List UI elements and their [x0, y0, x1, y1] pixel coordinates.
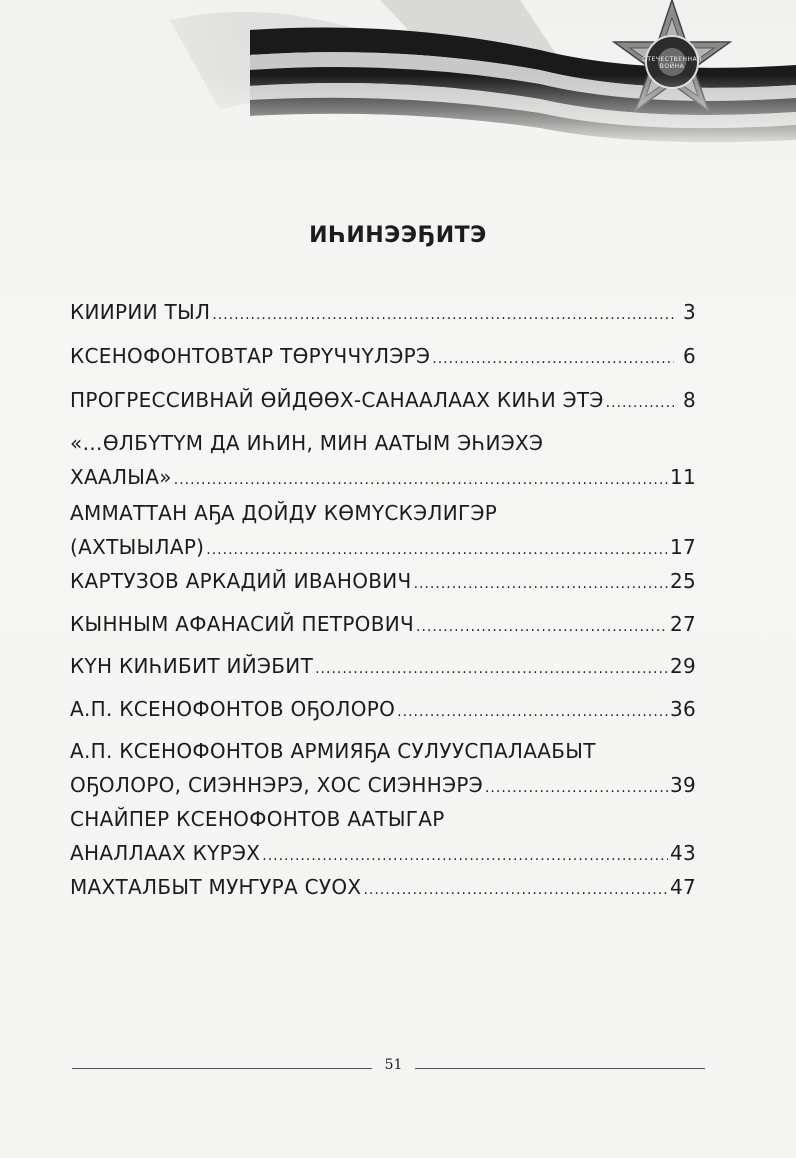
toc-page-number: 25: [669, 569, 696, 593]
toc-entry: [70, 564, 696, 601]
leader-dots: [206, 533, 668, 567]
page-title: ИҺИНЭЭҔИТЭ: [309, 223, 487, 248]
leader-dots: [315, 652, 668, 686]
toc-entry: [70, 802, 696, 873]
toc-entry: [70, 339, 696, 376]
toc-entry: [70, 649, 696, 686]
toc-entry-title-cont: (АХТЫЫЛАР): [70, 535, 205, 559]
toc-page-number: 39: [669, 773, 696, 797]
toc-page-number: 3: [682, 300, 696, 324]
toc-entry-title: ПРОГРЕССИВНАЙ ӨЙДӨӨХ-САНААЛААХ КИҺИ ЭТЭ: [70, 388, 604, 412]
toc-entry-title: КСЕНОФОНТОВТАР ТӨРҮЧЧҮЛЭРЭ: [70, 344, 431, 368]
toc-entry-title-cont: АНАЛЛААХ КҮРЭХ: [70, 841, 261, 865]
leader-dots: [485, 771, 668, 805]
leader-dots: [414, 567, 668, 601]
toc-entry-title: А.П. КСЕНОФОНТОВ ОҔОЛОРО: [70, 697, 396, 721]
leader-dots: [174, 463, 668, 497]
toc-page-number: 29: [669, 654, 696, 678]
toc-page-number: 36: [669, 697, 696, 721]
toc-entry: [70, 426, 696, 497]
toc-entry-title: КЫННЫМ АФАНАСИЙ ПЕТРОВИЧ: [70, 612, 415, 636]
toc-page-number: 47: [669, 875, 696, 899]
header-ribbon-decoration: [0, 0, 796, 150]
toc-entry: [70, 383, 696, 420]
leader-dots: [432, 342, 674, 376]
toc-entry-title: КИИРИИ ТЫЛ: [70, 300, 211, 324]
toc-entry-title: АММАТТАН АҔА ДОЙДУ КӨМҮСКЭЛИГЭР: [70, 501, 498, 525]
leader-dots: [416, 610, 668, 644]
leader-dots: [397, 695, 668, 729]
toc-entry-title-cont: ХААЛЫА»: [70, 465, 172, 489]
toc-page-number: 43: [669, 841, 696, 865]
footer-page-number: 51: [384, 1057, 403, 1073]
toc-page-number: 27: [669, 612, 696, 636]
toc-page-number: 17: [669, 535, 696, 559]
toc-page-number: 6: [682, 344, 696, 368]
toc-entry-title: СНАЙПЕР КСЕНОФОНТОВ ААТЫГАР: [70, 807, 445, 831]
toc-entry-title: КАРТУЗОВ АРКАДИЙ ИВАНОВИЧ: [70, 569, 412, 593]
toc-entry-title: МАХТАЛБЫТ МУҤУРА СУОХ: [70, 875, 362, 899]
leader-dots: [262, 839, 668, 873]
toc-page-number: 11: [669, 465, 696, 489]
footer-rule-right: [415, 1068, 705, 1069]
leader-dots: [363, 873, 668, 907]
toc-entry: [70, 870, 696, 907]
leader-dots: [606, 386, 674, 420]
toc-entry-title: А.П. КСЕНОФОНТОВ АРМИЯҔА СУЛУУСПАЛААБЫТ: [70, 739, 596, 763]
toc-page-number: 8: [682, 388, 696, 412]
toc-entry-title-cont: ОҔОЛОРО, СИЭННЭРЭ, ХОС СИЭННЭРЭ: [70, 773, 483, 797]
toc-entry: [70, 692, 696, 729]
toc-entry-title: «…ӨЛБҮТҮМ ДА ИҺИН, МИН ААТЫМ ЭҺИЭХЭ: [70, 431, 544, 455]
toc-entry: [70, 295, 696, 332]
toc-entry: [70, 607, 696, 644]
toc-entry-title: КҮН КИҺИБИТ ИЙЭБИТ: [70, 654, 314, 678]
toc-entry: [70, 734, 696, 805]
medal-text: ОТЕЧЕСТВЕННАЯ ВОЙНА: [642, 56, 702, 70]
toc-entry: [70, 496, 696, 567]
footer-rule-left: [72, 1068, 372, 1069]
leader-dots: [212, 298, 674, 332]
